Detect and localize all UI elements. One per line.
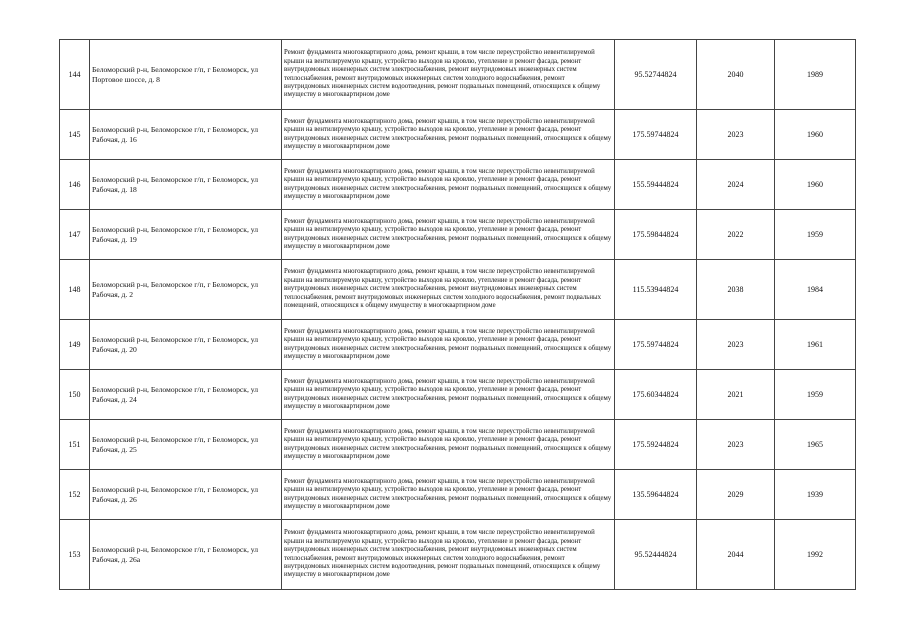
address-cell: Беломорский р-н, Беломорское г/п, г Беломорск, ул Рабочая, д. 16	[90, 110, 282, 160]
row-number: 153	[60, 520, 90, 590]
address-cell: Беломорский р-н, Беломорское г/п, г Беломорск, ул Рабочая, д. 24	[90, 370, 282, 420]
built-year-cell: 1960	[775, 110, 856, 160]
planned-year-cell: 2023	[697, 320, 775, 370]
cost-cell: 175.59844824	[615, 210, 697, 260]
row-number: 150	[60, 370, 90, 420]
table-row	[60, 470, 856, 520]
table-row	[60, 40, 856, 110]
row-number: 151	[60, 420, 90, 470]
table-row	[60, 210, 856, 260]
address-cell: Беломорский р-н, Беломорское г/п, г Беломорск, ул Рабочая, д. 19	[90, 210, 282, 260]
planned-year-cell: 2023	[697, 110, 775, 160]
address-cell: Беломорский р-н, Беломорское г/п, г Беломорск, ул Рабочая, д. 26	[90, 470, 282, 520]
row-number: 149	[60, 320, 90, 370]
row-number: 147	[60, 210, 90, 260]
table-row	[60, 260, 856, 320]
cost-cell: 95.52444824	[615, 520, 697, 590]
built-year-cell: 1965	[775, 420, 856, 470]
cost-cell: 175.60344824	[615, 370, 697, 420]
planned-year-cell: 2022	[697, 210, 775, 260]
planned-year-cell: 2044	[697, 520, 775, 590]
planned-year-cell: 2038	[697, 260, 775, 320]
works-cell: Ремонт фундамента многоквартирного дома, ремонт крыши, в том числе переустройство невентилируемой крыши на вентилируемую крышу, устройство выходов на кровлю, утепление и ремонт фасада, ремонт внутридомовых инженерных систем электроснабжения, ремонт внутридомовых инженерных систем теплоснабжения, ремонт внутридомовых инженерных систем холодного водоснабжения, ремонт подвальных помещений, относящихся к общему имуществу в многоквартирном доме	[282, 260, 615, 320]
table-row	[60, 320, 856, 370]
row-number: 146	[60, 160, 90, 210]
built-year-cell: 1984	[775, 260, 856, 320]
works-cell: Ремонт фундамента многоквартирного дома, ремонт крыши, в том числе переустройство невентилируемой крыши на вентилируемую крышу, устройство выходов на кровлю, утепление и ремонт фасада, ремонт внутридомовых инженерных систем электроснабжения, ремонт подвальных помещений, относящихся к общему имуществу в многоквартирном доме	[282, 110, 615, 160]
address-cell: Беломорский р-н, Беломорское г/п, г Беломорск, ул Рабочая, д. 20	[90, 320, 282, 370]
works-cell: Ремонт фундамента многоквартирного дома, ремонт крыши, в том числе переустройство невентилируемой крыши на вентилируемую крышу, устройство выходов на кровлю, утепление и ремонт фасада, ремонт внутридомовых инженерных систем электроснабжения, ремонт подвальных помещений, относящихся к общему имуществу в многоквартирном доме	[282, 470, 615, 520]
works-cell: Ремонт фундамента многоквартирного дома, ремонт крыши, в том числе переустройство невентилируемой крыши на вентилируемую крышу, устройство выходов на кровлю, утепление и ремонт фасада, ремонт внутридомовых инженерных систем электроснабжения, ремонт подвальных помещений, относящихся к общему имуществу в многоквартирном доме	[282, 210, 615, 260]
cost-cell: 115.53944824	[615, 260, 697, 320]
table-row	[60, 370, 856, 420]
address-cell: Беломорский р-н, Беломорское г/п, г Беломорск, ул Рабочая, д. 2	[90, 260, 282, 320]
address-cell: Беломорский р-н, Беломорское г/п, г Беломорск, ул Портовое шоссе, д. 8	[90, 40, 282, 110]
planned-year-cell: 2024	[697, 160, 775, 210]
built-year-cell: 1960	[775, 160, 856, 210]
built-year-cell: 1989	[775, 40, 856, 110]
table-row	[60, 160, 856, 210]
works-cell: Ремонт фундамента многоквартирного дома, ремонт крыши, в том числе переустройство невентилируемой крыши на вентилируемую крышу, устройство выходов на кровлю, утепление и ремонт фасада, ремонт внутридомовых инженерных систем электроснабжения, ремонт подвальных помещений, относящихся к общему имуществу в многоквартирном доме	[282, 320, 615, 370]
built-year-cell: 1959	[775, 210, 856, 260]
planned-year-cell: 2040	[697, 40, 775, 110]
cost-cell: 175.59744824	[615, 110, 697, 160]
repair-table	[59, 39, 856, 590]
cost-cell: 155.59444824	[615, 160, 697, 210]
address-cell: Беломорский р-н, Беломорское г/п, г Беломорск, ул Рабочая, д. 18	[90, 160, 282, 210]
planned-year-cell: 2021	[697, 370, 775, 420]
works-cell: Ремонт фундамента многоквартирного дома, ремонт крыши, в том числе переустройство невентилируемой крыши на вентилируемую крышу, устройство выходов на кровлю, утепление и ремонт фасада, ремонт внутридомовых инженерных систем электроснабжения, ремонт внутридомовых инженерных систем теплоснабжения, ремонт внутридомовых инженерных систем холодного водоснабжения, ремонт внутридомовых инженерных систем водоотведения, ремонт подвальных помещений, относящихся к общему имуществу в многоквартирном доме	[282, 520, 615, 590]
works-cell: Ремонт фундамента многоквартирного дома, ремонт крыши, в том числе переустройство невентилируемой крыши на вентилируемую крышу, устройство выходов на кровлю, утепление и ремонт фасада, ремонт внутридомовых инженерных систем электроснабжения, ремонт подвальных помещений, относящихся к общему имуществу в многоквартирном доме	[282, 160, 615, 210]
planned-year-cell: 2023	[697, 420, 775, 470]
works-cell: Ремонт фундамента многоквартирного дома, ремонт крыши, в том числе переустройство невентилируемой крыши на вентилируемую крышу, устройство выходов на кровлю, утепление и ремонт фасада, ремонт внутридомовых инженерных систем электроснабжения, ремонт подвальных помещений, относящихся к общему имуществу в многоквартирном доме	[282, 370, 615, 420]
planned-year-cell: 2029	[697, 470, 775, 520]
works-cell: Ремонт фундамента многоквартирного дома, ремонт крыши, в том числе переустройство невентилируемой крыши на вентилируемую крышу, устройство выходов на кровлю, утепление и ремонт фасада, ремонт внутридомовых инженерных систем электроснабжения, ремонт внутридомовых инженерных систем теплоснабжения, ремонт внутридомовых инженерных систем холодного водоснабжения, ремонт внутридомовых инженерных систем водоотведения, ремонт подвальных помещений, относящихся к общему имуществу в многоквартирном доме	[282, 40, 615, 110]
table-row	[60, 520, 856, 590]
built-year-cell: 1992	[775, 520, 856, 590]
row-number: 145	[60, 110, 90, 160]
row-number: 148	[60, 260, 90, 320]
cost-cell: 135.59644824	[615, 470, 697, 520]
built-year-cell: 1939	[775, 470, 856, 520]
address-cell: Беломорский р-н, Беломорское г/п, г Беломорск, ул Рабочая, д. 26а	[90, 520, 282, 590]
built-year-cell: 1959	[775, 370, 856, 420]
cost-cell: 175.59244824	[615, 420, 697, 470]
built-year-cell: 1961	[775, 320, 856, 370]
cost-cell: 175.59744824	[615, 320, 697, 370]
table-row	[60, 110, 856, 160]
address-cell: Беломорский р-н, Беломорское г/п, г Беломорск, ул Рабочая, д. 25	[90, 420, 282, 470]
cost-cell: 95.52744824	[615, 40, 697, 110]
row-number: 144	[60, 40, 90, 110]
table-row	[60, 420, 856, 470]
works-cell: Ремонт фундамента многоквартирного дома, ремонт крыши, в том числе переустройство невентилируемой крыши на вентилируемую крышу, устройство выходов на кровлю, утепление и ремонт фасада, ремонт внутридомовых инженерных систем электроснабжения, ремонт подвальных помещений, относящихся к общему имуществу в многоквартирном доме	[282, 420, 615, 470]
row-number: 152	[60, 470, 90, 520]
